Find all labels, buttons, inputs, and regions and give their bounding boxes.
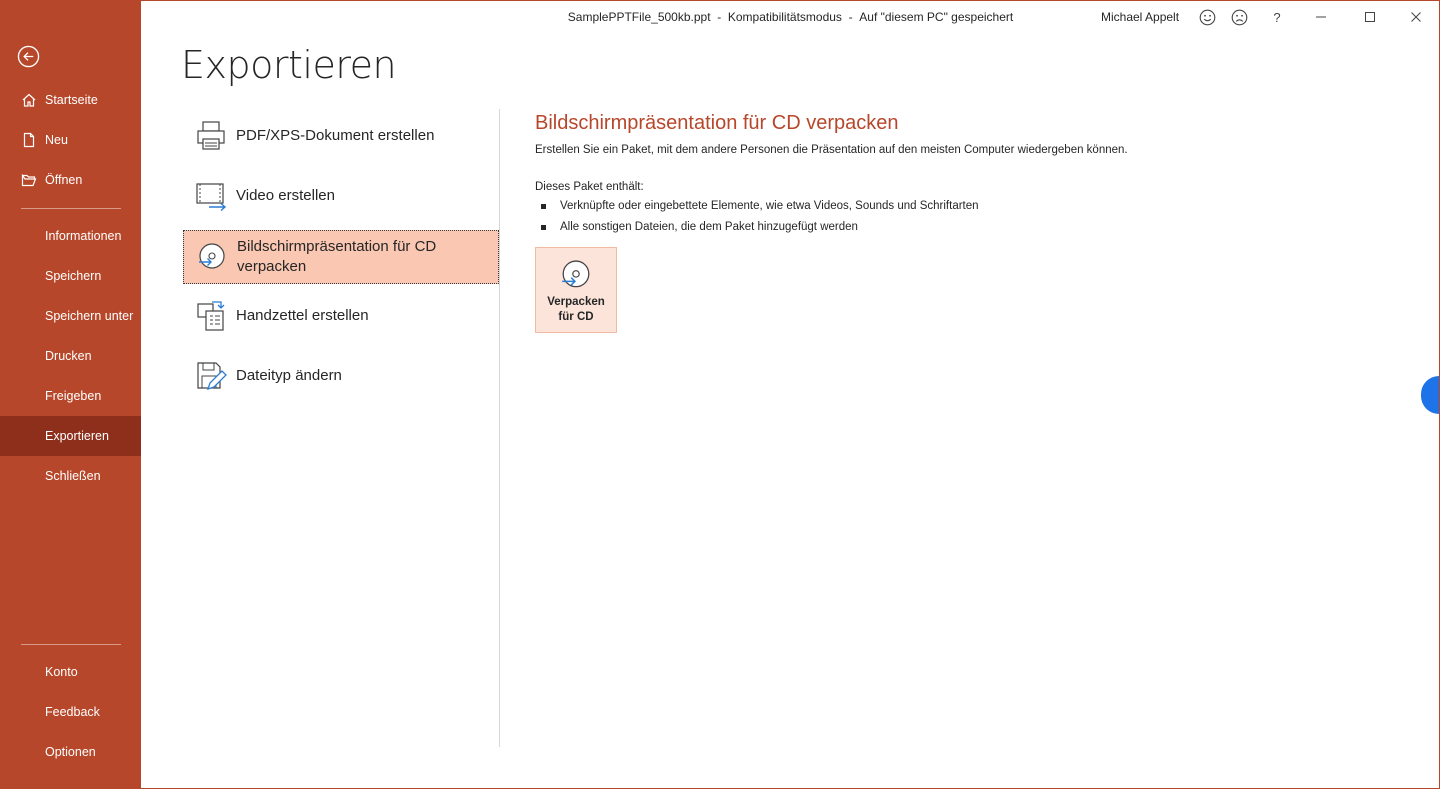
backstage-sidebar — [0, 0, 141, 789]
list-item — [541, 200, 979, 212]
export-option-label-line: Bildschirmpräsentation für CD — [237, 238, 437, 255]
export-option-pdf-xps[interactable] — [183, 109, 499, 163]
page-title: Exportieren — [181, 43, 397, 87]
export-option-handout[interactable] — [183, 289, 499, 343]
sidebar-item-label: Startseite — [45, 93, 98, 107]
close-icon[interactable] — [1406, 7, 1426, 27]
package-for-cd-label — [547, 295, 605, 325]
detail-title: Bildschirmpräsentation für CD verpacken — [535, 112, 899, 134]
sidebar-item-label: Feedback — [45, 705, 100, 719]
sidebar-item-label: Optionen — [45, 745, 96, 759]
package-contents-label: Dieses Paket enthält: — [535, 181, 644, 193]
sidebar-item-label: Speichern unter — [45, 309, 134, 323]
dropbox-icon[interactable] — [1421, 376, 1439, 414]
smiley-sad-icon[interactable] — [1229, 7, 1249, 27]
export-option-cd-package[interactable] — [183, 230, 499, 284]
handout-icon — [186, 296, 236, 336]
change-filetype-icon — [186, 356, 236, 396]
cd-package-icon — [560, 260, 592, 292]
list-item — [541, 221, 858, 233]
package-for-cd-button[interactable] — [535, 247, 617, 333]
account-user-name[interactable]: Michael Appelt — [1101, 10, 1180, 24]
sidebar-item-oeffnen[interactable] — [0, 160, 141, 200]
title-file-name: SamplePPTFile_500kb.ppt — [567, 10, 711, 24]
sidebar-item-feedback[interactable] — [0, 692, 141, 732]
sidebar-item-neu[interactable] — [0, 120, 141, 160]
button-label-line: Verpacken — [547, 296, 605, 308]
backstage-main — [141, 0, 1440, 789]
sidebar-item-informationen[interactable] — [0, 216, 141, 256]
sidebar-item-exportieren[interactable] — [0, 416, 141, 456]
sidebar-item-speichern[interactable] — [0, 256, 141, 296]
list-item-text: Verknüpfte oder eingebettete Elemente, wie etwa Videos, Sounds und Schriftarten — [560, 200, 979, 212]
sidebar-item-label: Informationen — [45, 229, 122, 243]
export-option-label-line: verpacken — [237, 258, 307, 275]
sidebar-item-label: Neu — [45, 133, 68, 147]
title-compat-mode: Kompatibilitätsmodus — [727, 10, 842, 24]
export-option-video[interactable] — [183, 169, 499, 223]
sidebar-item-drucken[interactable] — [0, 336, 141, 376]
pdf-xps-icon — [186, 116, 236, 156]
home-icon — [0, 92, 45, 108]
sidebar-item-label: Drucken — [45, 349, 92, 363]
button-label-line: für CD — [558, 311, 594, 323]
export-option-label: Dateityp ändern — [236, 367, 342, 384]
sidebar-item-label: Exportieren — [45, 429, 109, 443]
maximize-icon[interactable] — [1360, 7, 1380, 27]
sidebar-item-startseite[interactable] — [0, 80, 141, 120]
cd-package-icon — [187, 237, 237, 277]
video-icon — [186, 176, 236, 216]
new-document-icon — [0, 132, 45, 148]
sidebar-item-optionen[interactable] — [0, 732, 141, 772]
sidebar-item-schliessen[interactable] — [0, 456, 141, 496]
sidebar-item-konto[interactable] — [0, 652, 141, 692]
export-option-change-filetype[interactable] — [183, 349, 499, 403]
pane-divider — [499, 109, 500, 747]
sidebar-item-label: Öffnen — [45, 173, 83, 187]
sidebar-item-label: Konto — [45, 665, 78, 679]
minimize-icon[interactable] — [1311, 7, 1331, 27]
sidebar-divider — [21, 208, 121, 209]
sidebar-item-freigeben[interactable] — [0, 376, 141, 416]
folder-open-icon — [0, 172, 45, 188]
sidebar-item-label: Freigeben — [45, 389, 102, 403]
sidebar-item-speichern-unter[interactable] — [0, 296, 141, 336]
export-option-label: Video erstellen — [236, 187, 335, 204]
back-arrow-icon[interactable] — [17, 45, 40, 68]
list-item-text: Alle sonstigen Dateien, die dem Paket hinzugefügt werden — [560, 221, 858, 233]
smiley-happy-icon[interactable] — [1197, 7, 1217, 27]
title-separator: - — [848, 10, 853, 24]
export-option-label: PDF/XPS-Dokument erstellen — [236, 127, 435, 144]
detail-description: Erstellen Sie ein Paket, mit dem andere Personen die Präsentation auf den meisten Computer wiedergeben können. — [535, 144, 1128, 156]
export-option-label: Handzettel erstellen — [236, 307, 369, 324]
export-option-label — [237, 237, 436, 277]
sidebar-divider — [21, 644, 121, 645]
sidebar-item-label: Schließen — [45, 469, 101, 483]
bullet-marker — [541, 204, 546, 209]
bullet-marker — [541, 225, 546, 230]
help-icon[interactable]: ? — [1273, 9, 1281, 25]
sidebar-item-label: Speichern — [45, 269, 102, 283]
title-save-location: Auf "diesem PC" gespeichert — [859, 10, 1014, 24]
title-separator: - — [717, 10, 722, 24]
